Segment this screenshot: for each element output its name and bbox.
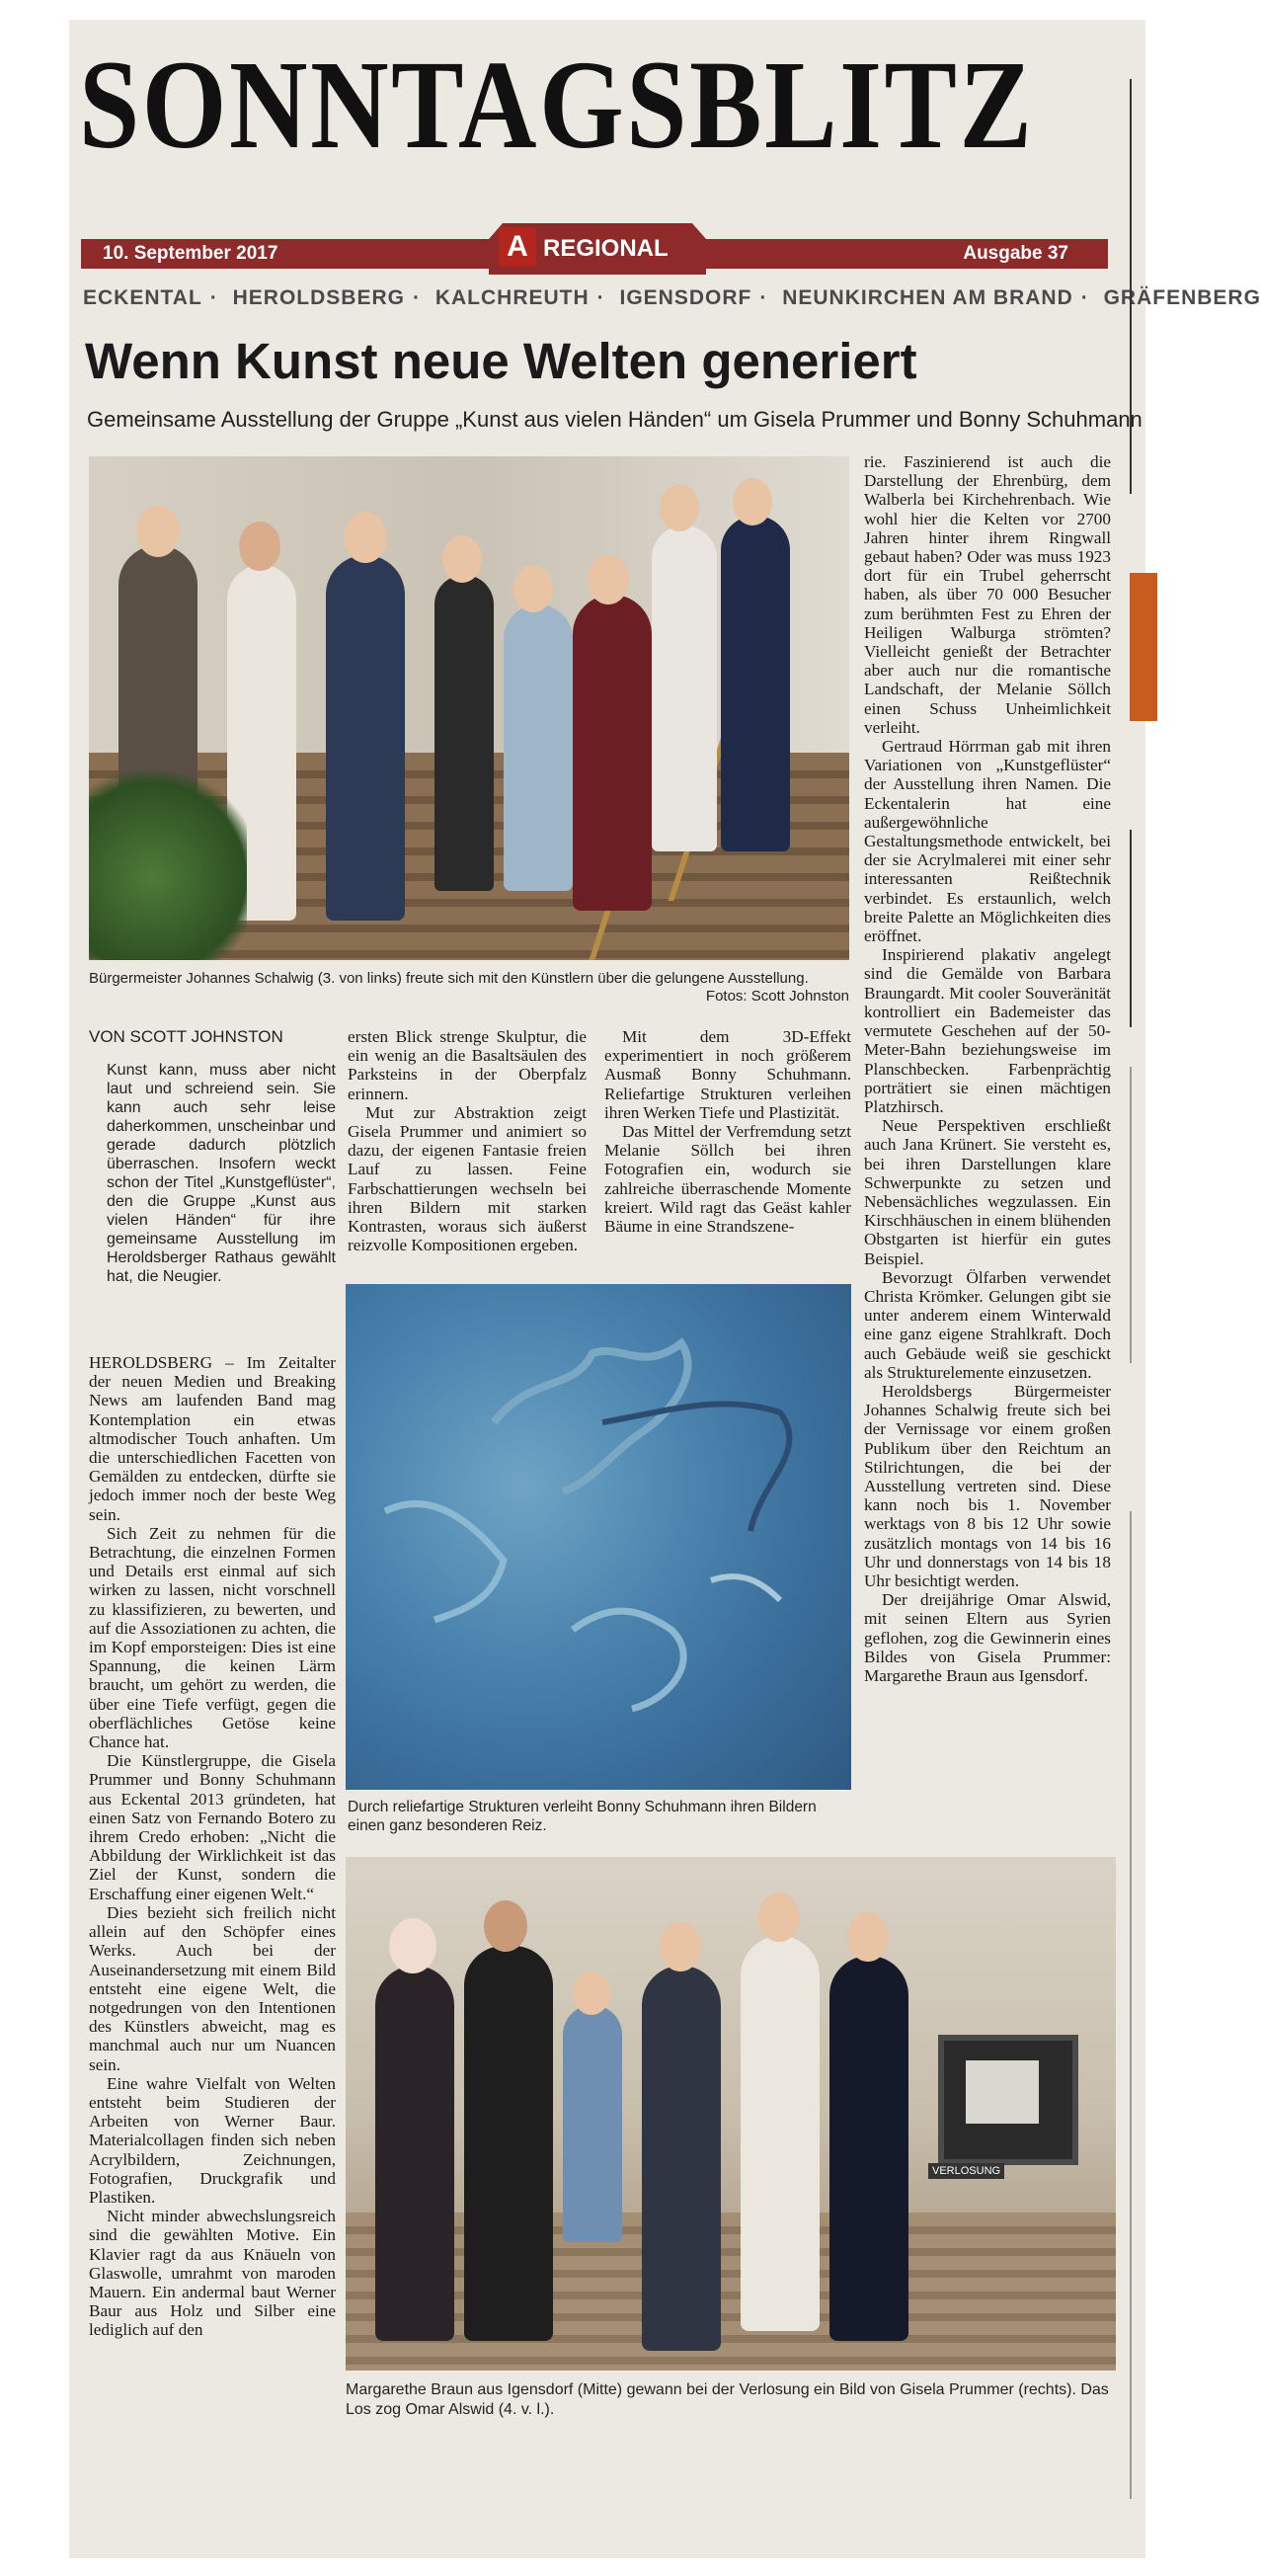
article-column-1 xyxy=(89,1353,336,2340)
adjacent-page-strip xyxy=(1126,79,1157,2568)
article-column-4 xyxy=(864,452,1111,1685)
photo2-caption: Durch reliefartige Strukturen verleiht Bonny Schuhmann ihren Bildern einen ganz besonderen Reiz. xyxy=(348,1799,817,1834)
photo-credit: Fotos: Scott Johnston xyxy=(705,988,849,1005)
artwork-relief-icon xyxy=(346,1284,851,1790)
section-label: REGIONAL xyxy=(543,235,669,262)
article-subheadline: Gemeinsame Ausstellung der Gruppe „Kunst aus vielen Händen“ um Gisela Prummer und Bonny Schuhmann xyxy=(87,407,1143,432)
paragraph: Mit dem 3D-Effekt experimentiert in noch größerem Ausmaß Bonny Schuhmann. Reliefartige Strukturen verleihen ihren Werken Tiefe und Plastizität. xyxy=(604,1027,851,1122)
place-name: HEROLDSBERG xyxy=(232,286,405,309)
paragraph: Der dreijährige Omar Alswid, mit seinen Eltern aus Syrien geflohen, zog die Gewinnerin eines Bildes von Gisela Prummer: Margarethe Braun aus Igensdorf. xyxy=(864,1590,1111,1685)
paragraph: rie. Faszinierend ist auch die Darstellung der Ehrenbürg, dem Walberla bei Kirchehrenbach. Wie wohl hier die Kelten vor 2700 Jahren hinter ihrem Ringwall gebaut haben? Oder was muss 1923 dort für ein Trubel geherrscht haben, als über 70 000 Besucher zum berühmten Fest zu Ehren der Heiligen Walburga strömten? Vielleicht genießt der Betrachter aber auch nur die romantische Landschaft, der Melanie Söllch einen Schuss Unheimlichkeit verleiht. xyxy=(864,452,1111,737)
place-name: ECKENTAL xyxy=(83,286,202,309)
group-photo xyxy=(89,456,849,960)
article-headline: Wenn Kunst neue Welten generiert xyxy=(85,333,917,389)
issue-number: Ausgabe 37 xyxy=(963,243,1068,264)
byline: VON SCOTT JOHNSTON xyxy=(89,1027,283,1046)
article-intro: Kunst kann, muss aber nicht laut und schreiend sein. Sie kann auch sehr leise daherkommen, unscheinbar und gerade dadurch plötzlich überraschen. Insofern weckt schon der Titel „Kunstgeflüster“, den die Gruppe „Kunst aus vielen Händen“ für ihre gemeinsame Ausstellung im Heroldsberger Rathaus gewählt hat, die Neugier. xyxy=(107,1062,336,1285)
photo3-caption: Margarethe Braun aus Igensdorf (Mitte) gewann bei der Verlosung ein Bild von Gisela Prummer (rechts). Das Los zog Omar Alswid (4. v. l.). xyxy=(346,2381,1109,2418)
paragraph: Neue Perspektiven erschließt auch Jana Krünert. Sie versteht es, bei ihren Darstellungen klare Schwerpunkte zu setzen und Nebensächliches wegzulassen. Ein Kirschhäuschen in einem blühenden Obstgarten ist hierfür ein gutes Beispiel. xyxy=(864,1116,1111,1268)
paragraph: Dies bezieht sich freilich nicht allein auf den Schöpfer eines Werks. Auch bei der Auseinandersetzung mit einem Bild entsteht eine eigene Welt, die notgedrungen von den Intentionen des Künstlers abweicht, mag es manchmal auch nur um Nuancen sein. xyxy=(89,1902,336,2074)
regional-logo-icon: A xyxy=(499,227,536,267)
paragraph: HEROLDSBERG – Im Zeitalter der neuen Medien und Breaking News am laufenden Band mag Kontemplation ein etwas altmodischer Touch anhaften. Um die unterschiedlichen Facetten von Gemälden zu entdecken, dürfte sie jedoch immer noch der beste Weg sein. xyxy=(89,1353,336,1524)
place-name: NEUNKIRCHEN AM BRAND xyxy=(782,286,1073,309)
masthead-title: SONNTAGSBLITZ xyxy=(79,35,1035,175)
article-column-2 xyxy=(348,1027,587,1254)
photo1-caption-block xyxy=(89,970,849,1005)
paragraph: Das Mittel der Verfremdung setzt Melanie Söllch bei ihren Fotografien ein, wodurch sie zahlreiche überraschende Momente kreiert. Wild ragt das Geäst kahler Bäume in eine Strandszene- xyxy=(604,1122,851,1237)
article-column-3 xyxy=(604,1027,851,1236)
paragraph: ersten Blick strenge Skulptur, die ein wenig an die Basaltsäulen des Parksteins in der Oberpfalz erinnern. xyxy=(348,1027,587,1103)
artwork-photo xyxy=(346,1284,851,1790)
paragraph: Heroldsbergs Bürgermeister Johannes Schalwig freute sich bei der Vernissage vor einem großen Publikum über den Reichtum an Stilrichtungen, die bei der Ausstellung vertreten sind. Diese kann noch bis 1. November werktags von 8 bis 12 Uhr sowie zusätzlich montags von 14 bis 16 Uhr und donnerstags von 14 bis 18 Uhr besichtigt werden. xyxy=(864,1381,1111,1590)
raffle-sign: VERLOSUNG xyxy=(928,2163,1004,2179)
paragraph: Die Künstlergruppe, die Gisela Prummer und Bonny Schuhmann aus Eckental 2013 gründeten, hat einen Satz von Fernando Botero zu ihrem Credo erhoben: „Nicht die Abbildung der Wirklichkeit ist das Ziel der Kunst, sondern die Erschaffung einer eigenen Welt.“ xyxy=(89,1751,336,1903)
paragraph: Bevorzugt Ölfarben verwendet Christa Krömker. Gelungen gibt sie unter anderem einem Winterwald eine ganz eigene Strahlkraft. Doch auch Gebäude weiß sie geschickt als Strukturelemente einzusetzen. xyxy=(864,1267,1111,1382)
paragraph: Eine wahre Vielfalt von Welten entsteht beim Studieren der Arbeiten von Werner Baur. Materialcollagen finden sich neben Acrylbildern, Zeichnungen, Fotografien, Druckgrafik und Plastiken. xyxy=(89,2073,336,2207)
photo1-caption: Bürgermeister Johannes Schalwig (3. von links) freute sich mit den Künstlern über die gelungene Ausstellung. xyxy=(89,970,809,987)
place-name: KALCHREUTH xyxy=(434,286,590,309)
raffle-photo xyxy=(346,1857,1116,2371)
place-name: IGENSDORF xyxy=(619,286,752,309)
paragraph: Sich Zeit zu nehmen für die Betrachtung, die einzelnen Formen und Details erst einmal auf sich wirken zu lassen, nicht vorschnell zu klassifizieren, zu bewerten, und auf die Assoziationen zu achten, die im Kopf emporsteigen: Dies ist eine Spannung, die keinen Lärm braucht, um gehört zu werden, die über eine Tiefe verfügt, gegen die oberflächliches Getöse keine Chance hat. xyxy=(89,1523,336,1752)
paragraph: Inspirierend plakativ angelegt sind die Gemälde von Barbara Braungardt. Mit cooler Souveränität kontrolliert ein Bademeister das vermutete Geschehen auf der 50-Meter-Bahn beziehungsweise im Planschbecken. Farbenprächtig porträtiert sie einen mächtigen Platzhirsch. xyxy=(864,945,1111,1116)
place-name: GRÄFENBERG xyxy=(1103,286,1261,309)
section-badge xyxy=(489,223,706,275)
paragraph: Nicht minder abwechslungsreich sind die gewählten Motive. Ein Klavier ragt da aus Knäueln von Glaswolle, umrahmt von maroden Mauern. Ein andermal baut Werner Baur aus Holz und Silber eine lediglich auf den xyxy=(89,2207,336,2340)
paragraph: Mut zur Abstraktion zeigt Gisela Prummer und animiert so dazu, der eigenen Fantasie freien Lauf zu lassen. Feine Farbschattierungen wechseln bei ihren Bildern mit starken Kontrasten, woraus sich äußerst reizvolle Kompositionen ergeben. xyxy=(348,1102,587,1255)
places-line: ECKENTAL · HEROLDSBERG · KALCHREUTH · IGENSDORF · NEUNKIRCHEN AM BRAND · GRÄFENBERG xyxy=(83,286,1261,309)
paragraph: Gertraud Hörrman gab mit ihren Variationen von „Kunstgeflüster“ der Ausstellung ihren Namen. Die Eckentalerin hat eine außergewöhnliche Gestaltungsmethode entwickelt, bei der sie Acrylmalerei mit einer sehr interessanten Reißtechnik verbindet. Es erstaunlich, welch breite Palette an Möglichkeiten dies eröffnet. xyxy=(864,737,1111,946)
issue-date: 10. September 2017 xyxy=(103,243,278,264)
